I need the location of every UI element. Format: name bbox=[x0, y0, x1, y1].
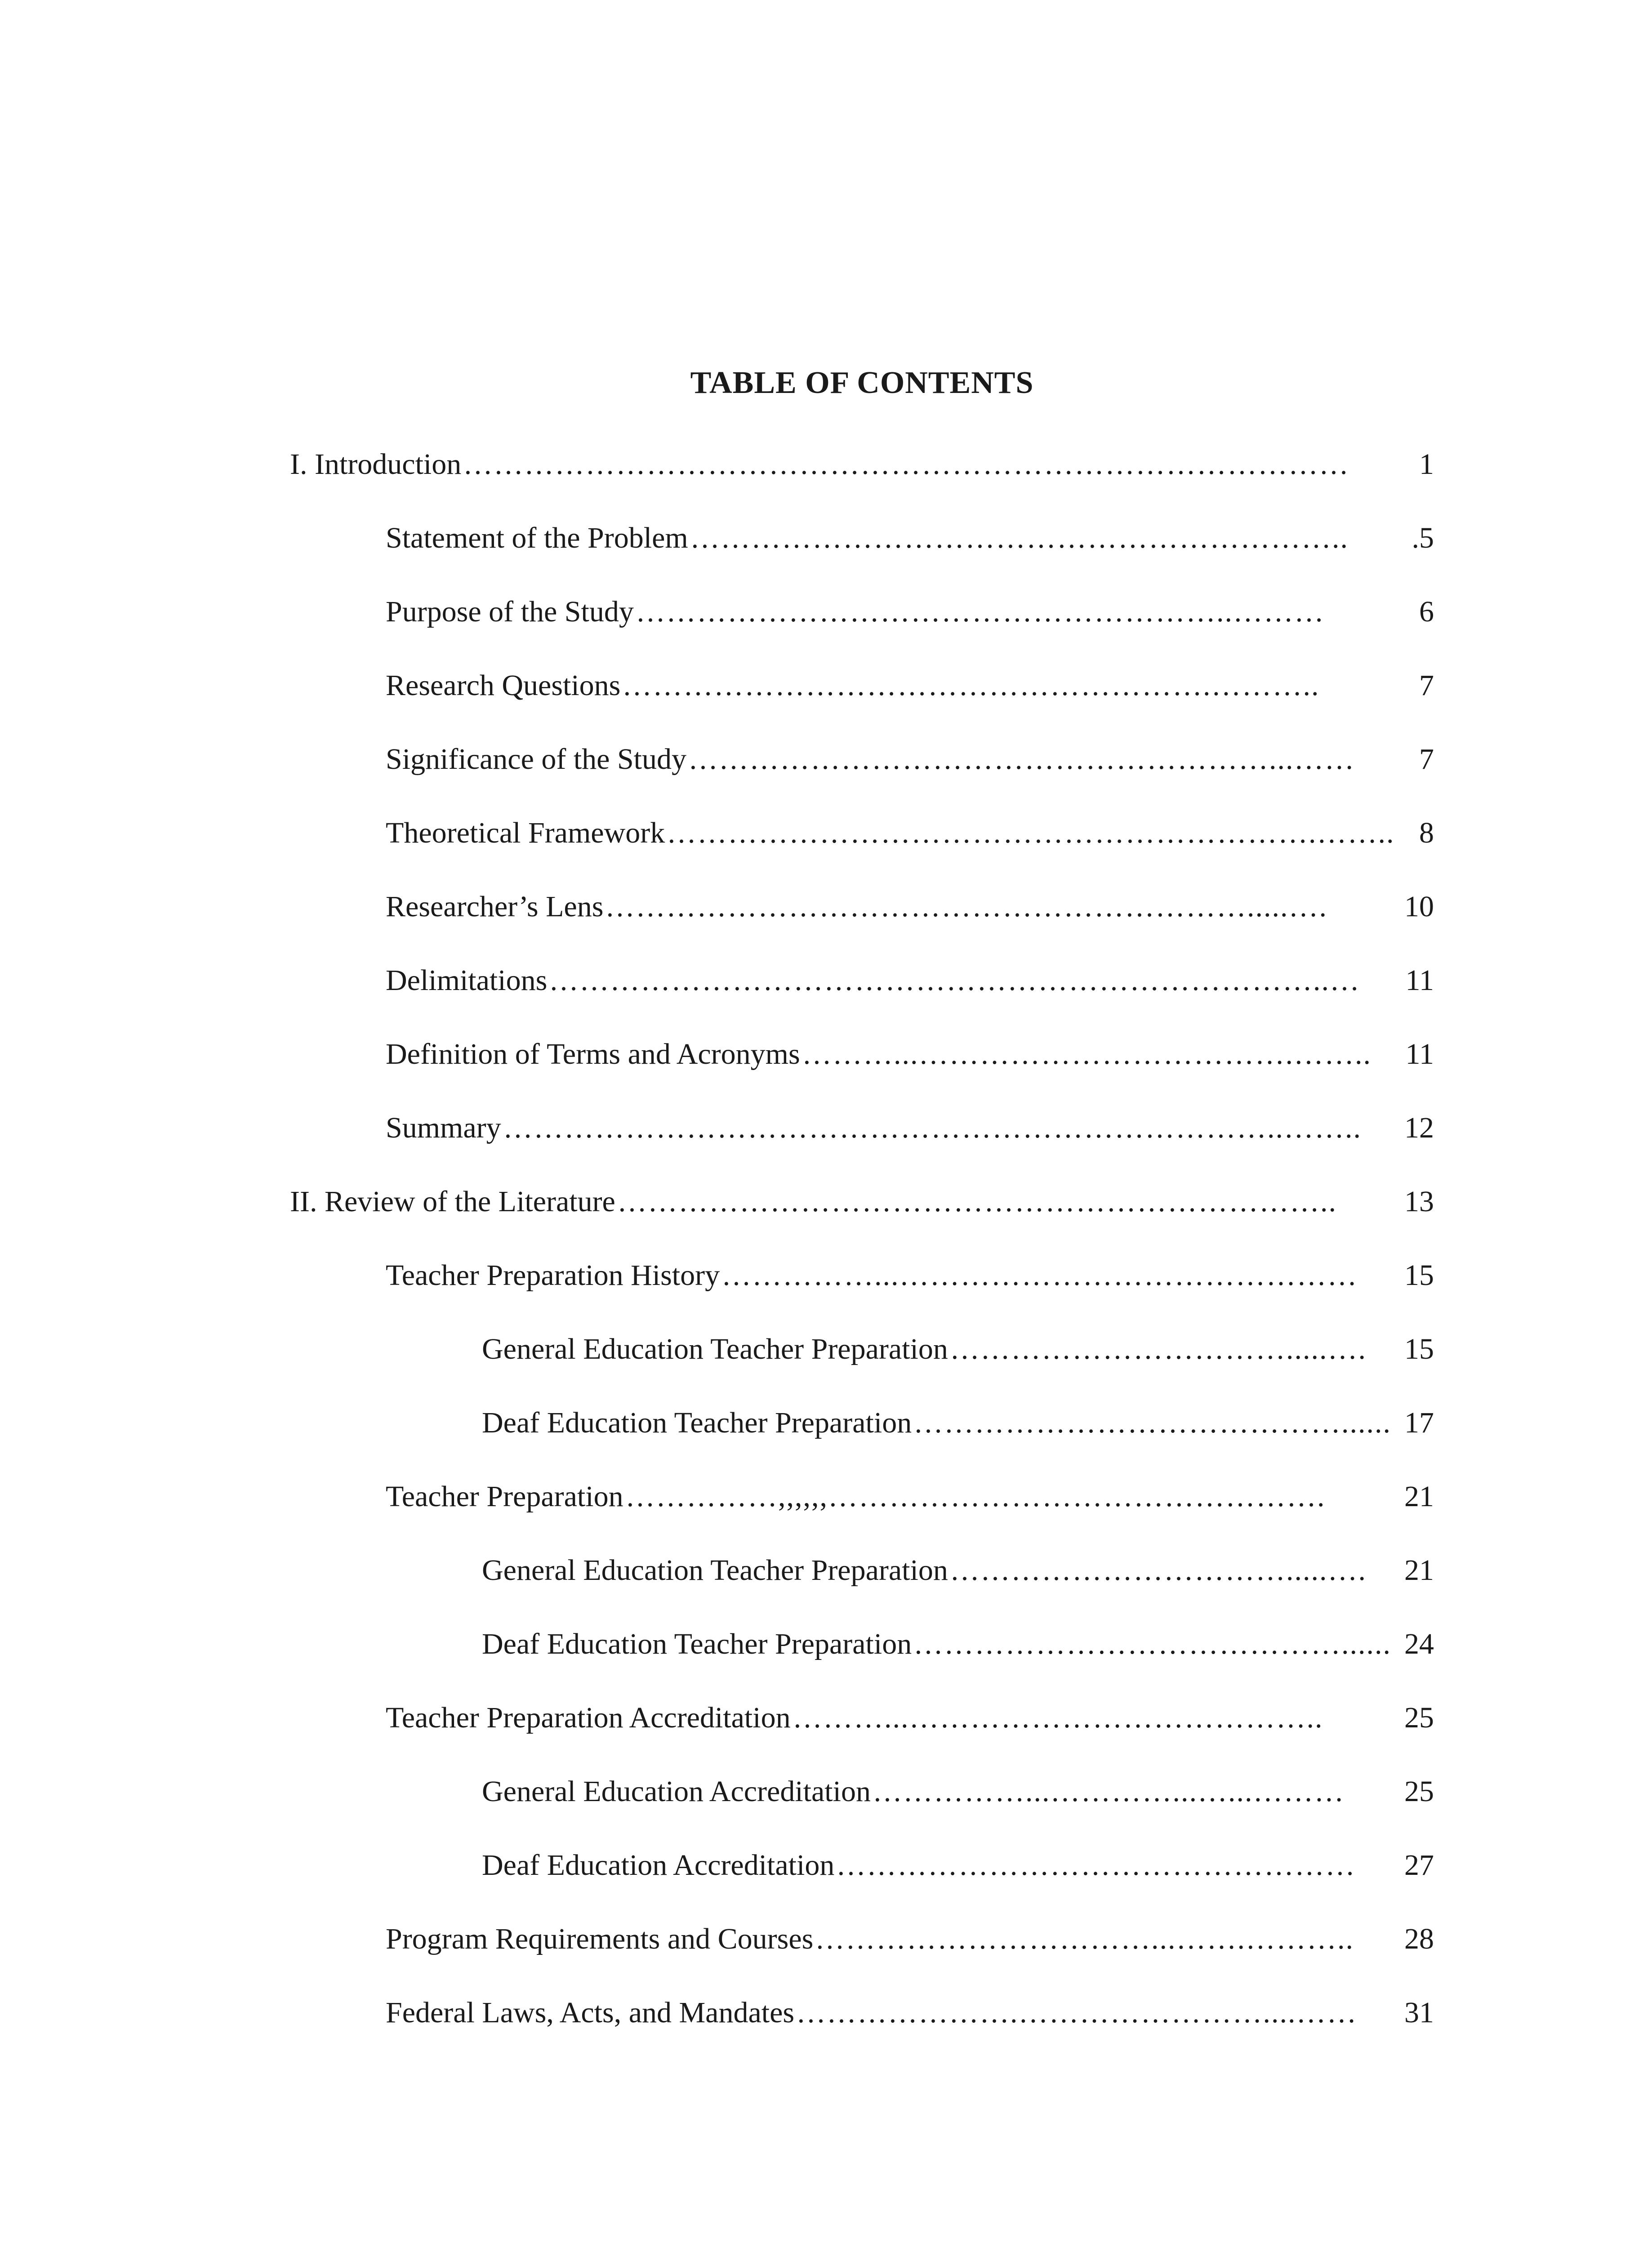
page-title: TABLE OF CONTENTS bbox=[690, 366, 1034, 400]
toc-page-number: 13 bbox=[1404, 1185, 1434, 1218]
toc-entry bbox=[386, 1255, 1434, 1296]
toc-dot-leader: ……………,,,,,,…………………………………………. bbox=[625, 1480, 1326, 1513]
toc-entry bbox=[290, 444, 1434, 485]
toc-page-number: 7 bbox=[1419, 743, 1434, 776]
toc-entry-label: Teacher Preparation Accreditation bbox=[386, 1701, 791, 1734]
toc-dot-leader: ………………………………………………….……….. bbox=[622, 669, 1320, 702]
toc-page-number: 8 bbox=[1419, 816, 1434, 849]
toc-entry bbox=[386, 592, 1434, 632]
toc-dot-leader: ………...………………………………….. bbox=[793, 1701, 1323, 1734]
toc-page-number: 31 bbox=[1404, 1996, 1434, 2029]
toc-entry-label: Teacher Preparation History bbox=[386, 1259, 720, 1292]
toc-entry-label: I. Introduction bbox=[290, 448, 462, 481]
toc-page-number: 21 bbox=[1404, 1480, 1434, 1513]
toc-entry bbox=[386, 1919, 1434, 1959]
toc-entry bbox=[386, 1034, 1434, 1075]
toc-dot-leader: …………………………………………………………….. bbox=[617, 1185, 1337, 1218]
toc-page-number: 24 bbox=[1404, 1628, 1434, 1660]
toc-entry-label: Researcher’s Lens bbox=[386, 890, 604, 923]
toc-dot-leader: …………………………………………………………………..…….. bbox=[503, 1111, 1362, 1144]
toc-page-number: 15 bbox=[1404, 1259, 1434, 1292]
toc-entry bbox=[482, 1624, 1434, 1664]
toc-entry-label: Teacher Preparation bbox=[386, 1480, 623, 1513]
toc-entry-label: Research Questions bbox=[386, 669, 621, 702]
toc-entry-label: Deaf Education Teacher Preparation bbox=[482, 1406, 912, 1439]
toc-entry bbox=[386, 1108, 1434, 1148]
toc-entry-label: Purpose of the Study bbox=[386, 595, 634, 628]
toc-entry bbox=[386, 960, 1434, 1001]
toc-entry-label: Program Requirements and Courses bbox=[386, 1922, 814, 1955]
toc-entry bbox=[482, 1329, 1434, 1369]
toc-entry-label: Delimitations bbox=[386, 964, 548, 997]
toc-dot-leader: …………………………………………………..……… bbox=[636, 595, 1325, 628]
toc-entry-label: Federal Laws, Acts, and Mandates bbox=[386, 1996, 795, 2029]
toc-entry-label: Summary bbox=[386, 1111, 501, 1144]
toc-entry-label: Definition of Terms and Acronyms bbox=[386, 1038, 800, 1070]
toc-entry bbox=[482, 1845, 1434, 1886]
toc-entry-label: II. Review of the Literature bbox=[290, 1185, 615, 1218]
toc-entry-label: General Education Teacher Preparation bbox=[482, 1554, 948, 1587]
toc-page-number: 12 bbox=[1404, 1111, 1434, 1144]
toc-page-number: 28 bbox=[1404, 1922, 1434, 1955]
toc-entry bbox=[386, 813, 1434, 853]
toc-entry bbox=[482, 1771, 1434, 1812]
toc-page-number: 7 bbox=[1419, 669, 1434, 702]
toc-dot-leader: …………………………….....…. bbox=[950, 1333, 1367, 1365]
toc-page-number: 27 bbox=[1404, 1849, 1434, 1882]
toc-entry bbox=[482, 1403, 1434, 1443]
toc-entry bbox=[386, 665, 1434, 706]
toc-entry bbox=[386, 887, 1434, 927]
toc-page-number: 11 bbox=[1405, 964, 1434, 997]
toc-dot-leader: ……………………………………………………….…….. bbox=[667, 816, 1395, 849]
toc-dot-leader: ……………...……………………………………… bbox=[721, 1259, 1358, 1292]
toc-page-number: 25 bbox=[1404, 1701, 1434, 1734]
toc-page-number: 10 bbox=[1404, 890, 1434, 923]
toc-entry-label: Statement of the Problem bbox=[386, 522, 688, 554]
toc-entry bbox=[386, 1476, 1434, 1517]
toc-dot-leader: ……………………………………………………….....…. bbox=[605, 890, 1327, 923]
toc-page-number: 21 bbox=[1404, 1554, 1434, 1587]
toc-dot-leader: …………………………….....…. bbox=[950, 1554, 1367, 1587]
toc-dot-leader: ……………………………………………………….. bbox=[690, 522, 1349, 554]
toc-entry bbox=[482, 1550, 1434, 1591]
toc-dot-leader: ……………………………...…….……….. bbox=[815, 1922, 1354, 1955]
toc-dot-leader: …………………………………………………………………………… bbox=[463, 448, 1349, 481]
toc-entry-label: Significance of the Study bbox=[386, 743, 687, 776]
toc-entry bbox=[386, 518, 1434, 558]
toc-entry bbox=[386, 1698, 1434, 1738]
toc-page-number: 17 bbox=[1404, 1406, 1434, 1439]
toc-page-number: 15 bbox=[1404, 1333, 1434, 1365]
toc-entry-label: Deaf Education Accreditation bbox=[482, 1849, 835, 1882]
toc-dot-leader: ………………….……………………....…… bbox=[796, 1996, 1358, 2029]
toc-dot-leader: …………………………………………………...…… bbox=[688, 743, 1355, 776]
toc-entry-label: Deaf Education Teacher Preparation bbox=[482, 1628, 912, 1660]
toc-entry bbox=[290, 1182, 1434, 1222]
toc-entry-label: General Education Accreditation bbox=[482, 1775, 871, 1808]
toc-page-number: 25 bbox=[1404, 1775, 1434, 1808]
toc-entry bbox=[386, 739, 1434, 780]
toc-page-number: 1 bbox=[1419, 448, 1434, 481]
toc-page-number: 11 bbox=[1405, 1038, 1434, 1070]
toc-entry bbox=[386, 1993, 1434, 2033]
toc-page-number: .5 bbox=[1412, 522, 1434, 554]
toc-entry-label: Theoretical Framework bbox=[386, 816, 665, 849]
toc-dot-leader: …………………………………………………………………..… bbox=[549, 964, 1360, 997]
toc-dot-leader: ……………………………………...... bbox=[913, 1406, 1391, 1439]
toc-page-number: 6 bbox=[1419, 595, 1434, 628]
toc-dot-leader: …………………………………………… bbox=[836, 1849, 1356, 1882]
toc-dot-leader: ………...……………………………….…….. bbox=[802, 1038, 1371, 1070]
toc-entry-label: General Education Teacher Preparation bbox=[482, 1333, 948, 1365]
toc-dot-leader: ……………………………………...... bbox=[913, 1628, 1391, 1660]
toc-dot-leader: ……………...…………...…...……… bbox=[873, 1775, 1345, 1808]
